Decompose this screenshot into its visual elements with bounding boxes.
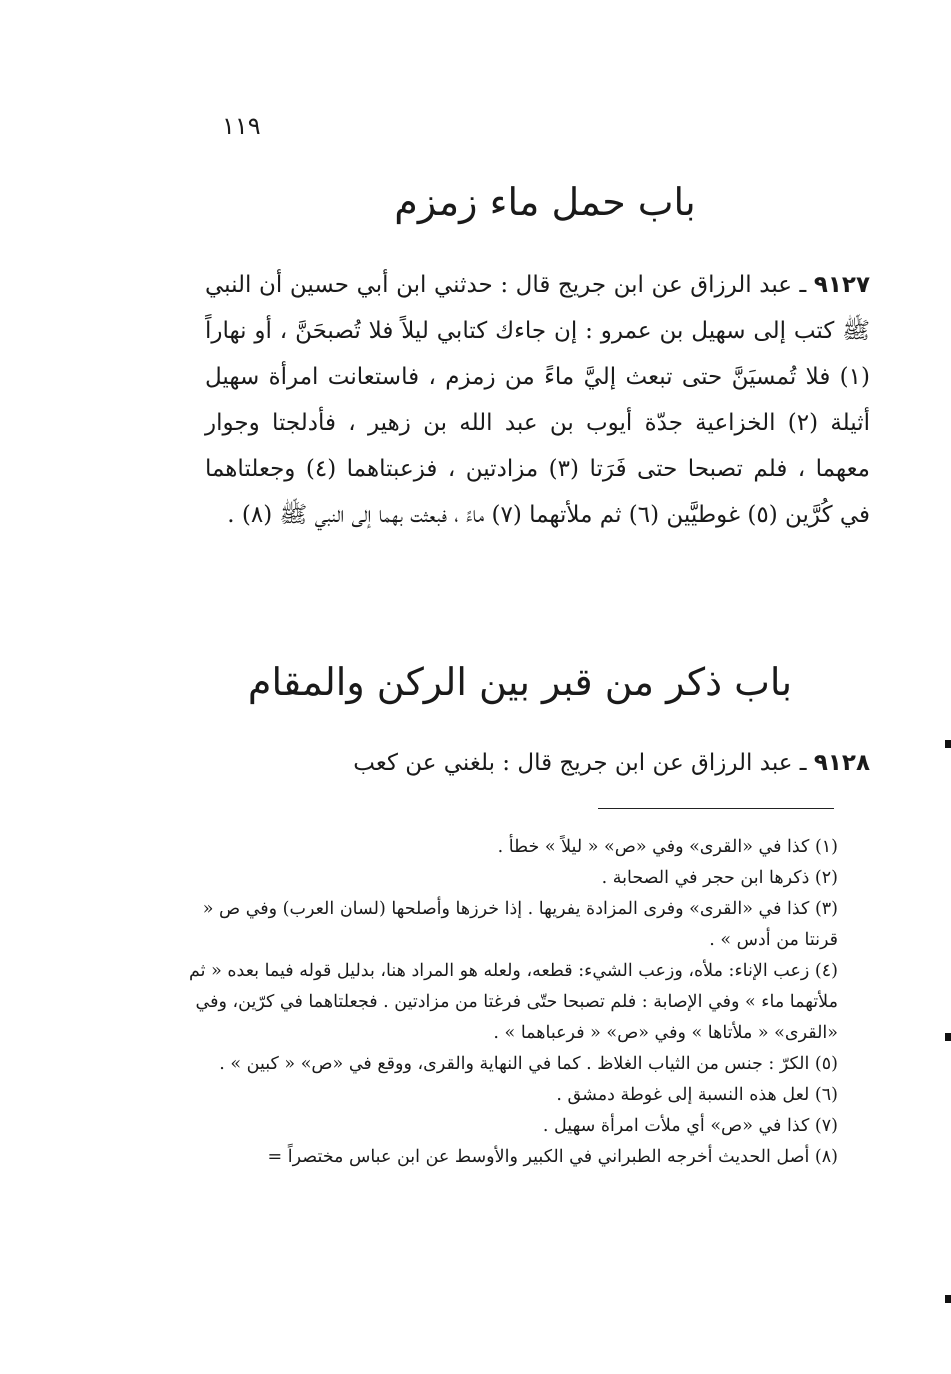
footnotes-list: [188, 832, 838, 1173]
footnote-divider: [598, 808, 834, 809]
footnote: (٤) زعب الإناء: ملأه، وزعب الشيء: قطعه، ولعله هو المراد هنا، بدليل قوله فيما بعده « ثم ملأتهما ماء » وفي الإصابة : فلم تصبحا حتّى فرغتا من مزادتين . فجعلتاهما في كرّين، وفي «القرى» « ملأتاها » وفي «ص» « فرعباهما » .: [189, 961, 838, 1043]
margin-mark: [945, 1295, 951, 1303]
margin-mark: [945, 740, 951, 748]
margin-mark: [945, 1033, 951, 1041]
page-number: ١١٩: [222, 112, 261, 140]
footnote: (١) كذا في «القرى» وفي «ص» « ليلاً » خطأ .: [497, 837, 838, 857]
chapter-title: باب ذكر من قبر بين الركن والمقام: [247, 660, 793, 704]
footnote: (٧) كذا في «ص» أي ملأت امرأة سهيل .: [542, 1116, 838, 1136]
footnote: (٥) الكرّ : جنس من الثياب الغلاظ . كما في النهاية والقرى، ووقع في «ص» « كبين » .: [219, 1054, 838, 1074]
chapter-title: باب حمل ماء زمزم: [394, 180, 696, 224]
hadith-paragraph: [205, 740, 870, 786]
footnote: (٨) أصل الحديث أخرجه الطبراني في الكبير والأوسط عن ابن عباس مختصراً =: [267, 1147, 838, 1167]
hadith-text: ـ عبد الرزاق عن ابن جريج قال : حدثني ابن أبي حسين أن النبي ﷺ كتب إلى سهيل بن عمرو : إن جاءك كتابي ليلاً فلا تُصبحَنَّ ، أو نهاراً (١) فلا تُمسيَنَّ حتى تبعث إليَّ ماءً من زمزم ، فاستعانت امرأة سهيل أثيلة (٢) الخزاعية جدّة أيوب بن عبد الله بن زهير ، فأدلجتا وجوار معهما ، فلم تصبحا حتى فَرَتا (٣) مزادتين ، فزعبتاهما (٤) وجعلتاهما في كُرَّين (٥) غوطيَّين (٦) ثم ملأتهما (٧) ماءً ، فبعثت بهما إلى النبي ﷺ (٨) .: [205, 272, 871, 528]
footnote: (٢) ذكرها ابن حجر في الصحابة .: [601, 868, 838, 888]
footnote: (٦) لعل هذه النسبة إلى غوطة دمشق .: [556, 1085, 838, 1105]
hadith-paragraph: [205, 262, 870, 538]
hadith-number: ٩١٢٨: [813, 750, 870, 776]
hadith-text: ـ عبد الرزاق عن ابن جريج قال : بلغني عن كعب: [353, 750, 814, 776]
footnote: (٣) كذا في «القرى» وفرى المزادة يفريها . إذا خرزها وأصلحها (لسان العرب) وفي ص « قرنتا من أدس » .: [202, 899, 838, 950]
hadith-number: ٩١٢٧: [813, 272, 870, 298]
